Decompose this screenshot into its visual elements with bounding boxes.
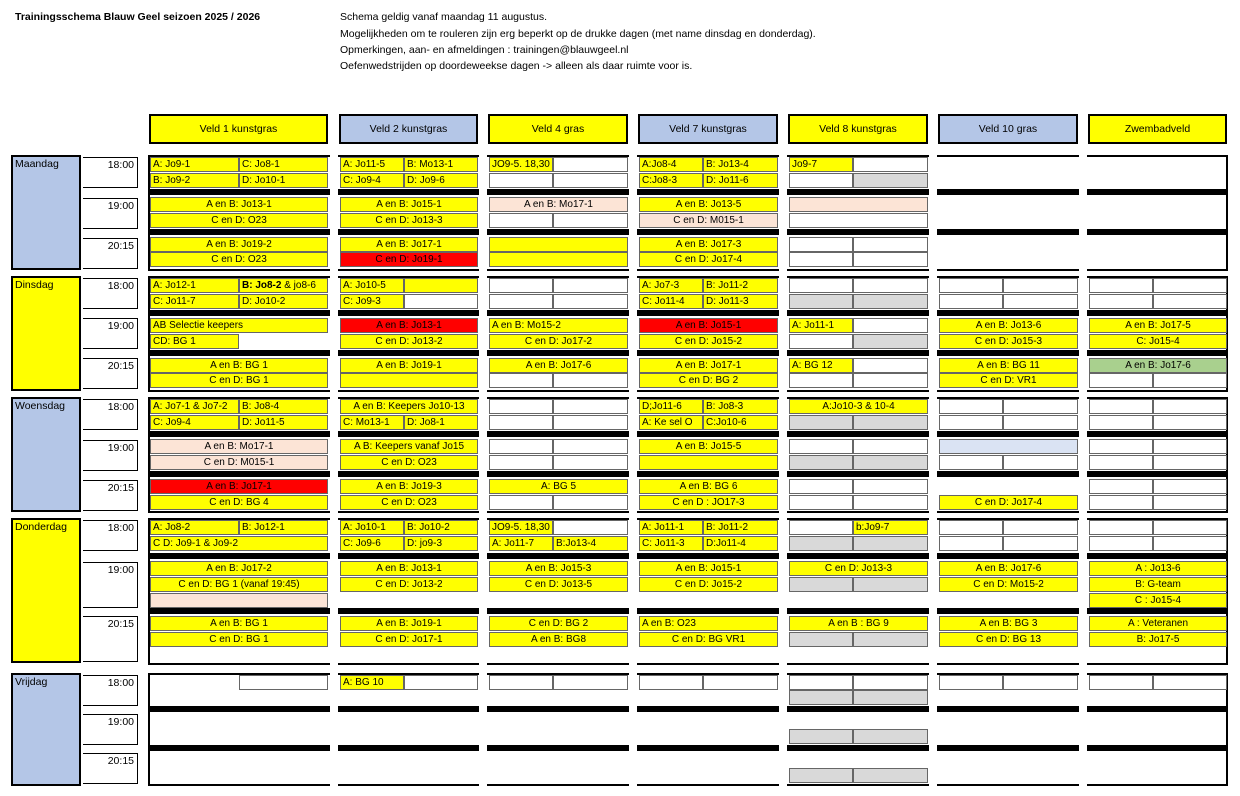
schedule-cell: D: Jo9-6 <box>404 173 478 188</box>
schedule-cell: C: Jo9-4 <box>340 173 404 188</box>
schedule-cell: A en B: Jo13-1 <box>340 561 478 576</box>
empty-cell <box>553 278 628 293</box>
empty-cell <box>789 197 928 212</box>
empty-cell <box>1003 536 1078 551</box>
column-gap <box>779 155 787 786</box>
time-slot: 20:15 <box>83 480 138 511</box>
schedule-cell: A en B: BG 11 <box>939 358 1078 373</box>
schedule-cell: C en D: Jo13-2 <box>340 577 478 592</box>
schedule-cell: A: Jo11-1 <box>789 318 853 333</box>
column-gap <box>330 155 338 786</box>
empty-cell <box>553 213 628 228</box>
schedule-cell: D: Jo11-6 <box>703 173 778 188</box>
empty-cell <box>489 278 553 293</box>
field-header-veld-10: Veld 10 gras <box>938 114 1078 144</box>
schedule-cell: A en B: BG 1 <box>150 358 328 373</box>
empty-cell <box>939 278 1003 293</box>
empty-cell <box>553 173 628 188</box>
empty-cell <box>553 373 628 388</box>
note-line: Opmerkingen, aan- en afmeldingen : trainingen@blauwgeel.nl <box>340 44 629 56</box>
schedule-cell: A: Jo10-1 <box>340 520 404 535</box>
empty-cell <box>789 252 853 267</box>
schedule-cell: C: Jo8-1 <box>239 157 328 172</box>
day-label-vrijdag: Vrijdag <box>11 673 81 786</box>
schedule-cell: A en B: Mo15-2 <box>489 318 628 333</box>
empty-cell <box>789 334 853 349</box>
schedule-cell: B: Jo8-4 <box>239 399 328 414</box>
empty-cell <box>789 675 853 690</box>
empty-cell <box>1153 536 1227 551</box>
schedule-cell: A en B: Jo19-1 <box>340 616 478 631</box>
schedule-cell: A: Jo8-2 <box>150 520 239 535</box>
schedule-cell <box>239 278 328 293</box>
schedule-cell: C en D: Jo17-1 <box>340 632 478 647</box>
time-slot: 19:00 <box>83 318 138 349</box>
time-slot: 18:00 <box>83 399 138 430</box>
time-slot: 20:15 <box>83 616 138 662</box>
empty-cell <box>853 479 928 494</box>
schedule-title: Trainingsschema Blauw Geel seizoen 2025 / 2026 <box>15 11 261 23</box>
day-label-dinsdag: Dinsdag <box>11 276 81 391</box>
empty-cell <box>1003 675 1078 690</box>
schedule-cell: A en B: Jo15-1 <box>340 197 478 212</box>
empty-cell <box>1153 520 1227 535</box>
schedule-cell: A en B: Jo17-1 <box>150 479 328 494</box>
slot-separator <box>148 229 1228 235</box>
schedule-cell: A en B: BG 3 <box>939 616 1078 631</box>
schedule-cell: D: Jo10-1 <box>239 173 328 188</box>
schedule-cell: C en D : JO17-3 <box>639 495 778 510</box>
schedule-cell: A: Jo11-1 <box>639 520 703 535</box>
schedule-cell: C en D: Mo15-2 <box>939 577 1078 592</box>
schedule-cell: A: Jo7-3 <box>639 278 703 293</box>
schedule-cell: C en D: BG 2 <box>639 373 778 388</box>
schedule-cell: A en B: Jo19-3 <box>340 479 478 494</box>
empty-cell <box>340 373 478 388</box>
empty-cell <box>853 455 928 470</box>
empty-cell <box>404 294 478 309</box>
empty-cell <box>489 213 553 228</box>
empty-cell <box>939 675 1003 690</box>
schedule-cell: C en D: BG 1 <box>150 632 328 647</box>
empty-cell <box>553 399 628 414</box>
schedule-cell: b:Jo9-7 <box>853 520 928 535</box>
schedule-cell: A en B: O23 <box>639 616 778 631</box>
note-line: Mogelijkheden om te rouleren zijn erg beperkt op de drukke dagen (met name dinsdag en donderdag). <box>340 28 816 40</box>
empty-cell <box>1089 294 1153 309</box>
empty-cell <box>1089 399 1153 414</box>
schedule-cell: A en B: Mo17-1 <box>489 197 628 212</box>
schedule-cell: C:Jo8-3 <box>639 173 703 188</box>
empty-cell <box>404 278 478 293</box>
day-label-donderdag: Donderdag <box>11 518 81 663</box>
schedule-cell: A en B : BG 9 <box>789 616 928 631</box>
schedule-cell: A en B: Jo19-1 <box>340 358 478 373</box>
empty-cell <box>853 577 928 592</box>
schedule-cell: B: Jo11-2 <box>703 520 778 535</box>
slot-separator <box>148 310 1228 316</box>
schedule-cell: CD: BG 1 <box>150 334 239 349</box>
empty-cell <box>789 768 853 783</box>
empty-cell <box>1153 278 1227 293</box>
schedule-cell: C en D: BG 4 <box>150 495 328 510</box>
schedule-cell: A : Veteranen <box>1089 616 1227 631</box>
schedule-cell: A en B: BG 1 <box>150 616 328 631</box>
slot-separator <box>148 553 1228 559</box>
empty-cell <box>1153 455 1227 470</box>
field-header-zwembadveld: Zwembadveld <box>1088 114 1227 144</box>
schedule-cell: D: Jo11-5 <box>239 415 328 430</box>
schedule-cell: C en D: Jo17-4 <box>939 495 1078 510</box>
empty-cell <box>489 373 553 388</box>
schedule-cell: A: BG 5 <box>489 479 628 494</box>
empty-cell <box>489 252 628 267</box>
schedule-cell: A : Jo13-6 <box>1089 561 1227 576</box>
slot-separator <box>148 608 1228 614</box>
schedule-cell: A: Jo11-5 <box>340 157 404 172</box>
schedule-cell: D: Jo10-2 <box>239 294 328 309</box>
empty-cell <box>789 479 853 494</box>
schedule-cell: C en D: Jo13-2 <box>340 334 478 349</box>
schedule-cell: D: jo9-3 <box>404 536 478 551</box>
schedule-cell: C en D: Jo13-3 <box>340 213 478 228</box>
empty-cell <box>1003 455 1078 470</box>
schedule-cell: C en D: Jo13-5 <box>489 577 628 592</box>
schedule-cell: C en D: Jo13-3 <box>789 561 928 576</box>
schedule-cell: A en B: Jo13-6 <box>939 318 1078 333</box>
schedule-cell: A en B: BG8 <box>489 632 628 647</box>
empty-cell <box>553 157 628 172</box>
schedule-cell: C: Mo13-1 <box>340 415 404 430</box>
schedule-cell: C en D: Jo19-1 <box>340 252 478 267</box>
empty-cell <box>789 237 853 252</box>
schedule-cell: B: Mo13-1 <box>404 157 478 172</box>
empty-cell <box>789 213 928 228</box>
time-slot: 20:15 <box>83 358 138 389</box>
empty-cell <box>489 237 628 252</box>
empty-cell <box>853 439 928 454</box>
schedule-cell: A en B: Jo13-1 <box>150 197 328 212</box>
schedule-cell: A en B: Mo17-1 <box>150 439 328 454</box>
field-header-veld-2: Veld 2 kunstgras <box>339 114 478 144</box>
empty-cell <box>489 495 553 510</box>
schedule-cell: B: Jo12-1 <box>239 520 328 535</box>
empty-cell <box>789 294 853 309</box>
time-slot: 20:15 <box>83 753 138 784</box>
time-slot: 19:00 <box>83 440 138 471</box>
empty-cell <box>404 675 478 690</box>
empty-cell <box>1089 536 1153 551</box>
schedule-cell: A:Jo10-3 & 10-4 <box>789 399 928 414</box>
schedule-cell: C: Jo11-4 <box>639 294 703 309</box>
schedule-cell: A en B: Jo17-5 <box>1089 318 1227 333</box>
empty-cell <box>789 690 853 705</box>
empty-cell <box>789 373 853 388</box>
slot-separator <box>148 706 1228 712</box>
empty-cell <box>853 334 928 349</box>
schedule-cell: D:Jo11-4 <box>703 536 778 551</box>
empty-cell <box>639 675 703 690</box>
schedule-cell: C en D: BG 1 <box>150 373 328 388</box>
field-header-veld-8: Veld 8 kunstgras <box>788 114 928 144</box>
day-label-woensdag: Woensdag <box>11 397 81 512</box>
empty-cell <box>1003 399 1078 414</box>
schedule-cell: A en B: BG 6 <box>639 479 778 494</box>
empty-cell <box>489 415 553 430</box>
schedule-cell: C: Jo15-4 <box>1089 334 1227 349</box>
schedule-cell: C en D: O23 <box>150 213 328 228</box>
empty-cell <box>1003 520 1078 535</box>
empty-cell <box>939 455 1003 470</box>
empty-cell <box>1003 278 1078 293</box>
empty-cell <box>853 294 928 309</box>
empty-cell <box>789 455 853 470</box>
empty-cell <box>939 520 1003 535</box>
schedule-cell: C: Jo11-3 <box>639 536 703 551</box>
empty-cell <box>939 536 1003 551</box>
empty-cell <box>853 690 928 705</box>
empty-cell <box>1089 520 1153 535</box>
schedule-cell: A B: Keepers vanaf Jo15 <box>340 439 478 454</box>
cell-bold-text: B: Jo8-2 <box>242 280 282 291</box>
empty-cell <box>853 278 928 293</box>
empty-cell <box>1089 455 1153 470</box>
schedule-cell: B: G-team <box>1089 577 1227 592</box>
empty-cell <box>853 237 928 252</box>
schedule-cell: B: Jo10-2 <box>404 520 478 535</box>
schedule-cell: C: Jo11-7 <box>150 294 239 309</box>
schedule-cell: D: Jo8-1 <box>404 415 478 430</box>
empty-cell <box>789 632 853 647</box>
empty-cell <box>1089 415 1153 430</box>
cell-text: & jo8-6 <box>284 280 316 291</box>
empty-cell <box>639 455 778 470</box>
schedule-cell: C:Jo10-6 <box>703 415 778 430</box>
empty-cell <box>1153 439 1227 454</box>
empty-cell <box>789 278 853 293</box>
slot-separator <box>148 350 1228 356</box>
empty-cell <box>239 675 328 690</box>
empty-cell <box>553 520 628 535</box>
empty-cell <box>789 415 853 430</box>
schedule-cell: C en D: Jo15-3 <box>939 334 1078 349</box>
empty-cell <box>553 294 628 309</box>
time-slot: 18:00 <box>83 520 138 551</box>
empty-cell <box>853 415 928 430</box>
empty-cell <box>853 495 928 510</box>
schedule-cell: C en D: BG 2 <box>489 616 628 631</box>
schedule-cell: B: Jo8-3 <box>703 399 778 414</box>
empty-cell <box>1003 294 1078 309</box>
column-gap <box>929 155 937 786</box>
schedule-cell: A en B: Jo15-1 <box>639 561 778 576</box>
schedule-cell: C en D: Jo17-2 <box>489 334 628 349</box>
slot-separator <box>148 745 1228 751</box>
schedule-cell: C en D: M015-1 <box>639 213 778 228</box>
empty-cell <box>150 593 328 608</box>
schedule-cell: A en B: Jo17-6 <box>1089 358 1227 373</box>
empty-cell <box>489 439 553 454</box>
schedule-cell: C : Jo15-4 <box>1089 593 1227 608</box>
empty-cell <box>489 173 553 188</box>
empty-cell <box>1089 479 1153 494</box>
schedule-cell: A en B: Jo17-1 <box>639 358 778 373</box>
schedule-cell: B: Jo11-2 <box>703 278 778 293</box>
schedule-cell: JO9-5. 18,30 <box>489 157 553 172</box>
empty-cell <box>789 729 853 744</box>
time-slot: 18:00 <box>83 675 138 706</box>
schedule-cell: C en D: Jo17-4 <box>639 252 778 267</box>
schedule-cell: C: Jo9-6 <box>340 536 404 551</box>
schedule-cell: C en D: BG 1 (vanaf 19:45) <box>150 577 328 592</box>
schedule-cell: C en D: BG VR1 <box>639 632 778 647</box>
schedule-cell: A: Jo12-1 <box>150 278 239 293</box>
empty-cell <box>789 495 853 510</box>
schedule-cell: A: BG 10 <box>340 675 404 690</box>
empty-cell <box>1153 675 1227 690</box>
empty-cell <box>1089 675 1153 690</box>
schedule-cell: B:Jo13-4 <box>553 536 628 551</box>
empty-cell <box>703 675 778 690</box>
empty-cell <box>853 373 928 388</box>
schedule-cell: JO9-5. 18,30 <box>489 520 553 535</box>
note-line: Schema geldig vanaf maandag 11 augustus. <box>340 11 548 23</box>
schedule-cell: C en D: VR1 <box>939 373 1078 388</box>
schedule-cell: A en B: Jo15-1 <box>639 318 778 333</box>
empty-cell <box>1153 479 1227 494</box>
empty-cell <box>1089 439 1153 454</box>
schedule-cell: A en B: Keepers Jo10-13 <box>340 399 478 414</box>
empty-cell <box>489 294 553 309</box>
schedule-cell: AB Selectie keepers <box>150 318 328 333</box>
empty-cell <box>853 358 928 373</box>
empty-cell <box>853 768 928 783</box>
schedule-cell: C en D: M015-1 <box>150 455 328 470</box>
empty-cell <box>853 675 928 690</box>
empty-cell <box>1153 294 1227 309</box>
empty-cell <box>853 632 928 647</box>
schedule-cell: C en D: O23 <box>150 252 328 267</box>
empty-cell <box>1153 495 1227 510</box>
empty-cell <box>1153 373 1227 388</box>
schedule-cell: A: Jo7-1 & Jo7-2 <box>150 399 239 414</box>
time-slot: 20:15 <box>83 238 138 269</box>
schedule-cell: D;Jo11-6 <box>639 399 703 414</box>
schedule-cell: A en B: Jo15-5 <box>639 439 778 454</box>
schedule-cell: B: Jo9-2 <box>150 173 239 188</box>
empty-cell <box>939 439 1078 454</box>
empty-cell <box>1153 399 1227 414</box>
slot-separator <box>148 471 1228 477</box>
time-slot: 19:00 <box>83 562 138 608</box>
empty-cell <box>1089 373 1153 388</box>
slot-separator <box>148 431 1228 437</box>
schedule-cell: C en D: Jo15-2 <box>639 577 778 592</box>
schedule-cell: B: Jo17-5 <box>1089 632 1227 647</box>
slot-separator <box>148 189 1228 195</box>
empty-cell <box>789 439 853 454</box>
empty-cell <box>553 439 628 454</box>
schedule-cell: C: Jo9-3 <box>340 294 404 309</box>
schedule-cell: C D: Jo9-1 & Jo9-2 <box>150 536 328 551</box>
field-header-veld-4: Veld 4 gras <box>488 114 628 144</box>
empty-cell <box>853 252 928 267</box>
empty-cell <box>939 415 1003 430</box>
time-slot: 19:00 <box>83 198 138 229</box>
schedule-cell: C: Jo9-4 <box>150 415 239 430</box>
schedule-cell: A:Jo8-4 <box>639 157 703 172</box>
empty-cell <box>939 294 1003 309</box>
field-header-veld-7: Veld 7 kunstgras <box>638 114 778 144</box>
schedule-cell: A en B: Jo13-1 <box>340 318 478 333</box>
empty-cell <box>853 157 928 172</box>
schedule-cell: C en D: O23 <box>340 455 478 470</box>
schedule-cell: A: Jo10-5 <box>340 278 404 293</box>
empty-cell <box>789 520 853 535</box>
schedule-cell: A: Ke sel O <box>639 415 703 430</box>
empty-cell <box>1089 278 1153 293</box>
empty-cell <box>489 455 553 470</box>
empty-cell <box>789 173 853 188</box>
empty-cell <box>553 415 628 430</box>
empty-cell <box>1089 495 1153 510</box>
time-slot: 18:00 <box>83 157 138 188</box>
schedule-cell: A en B: Jo17-6 <box>939 561 1078 576</box>
schedule-cell: A en B: Jo13-5 <box>639 197 778 212</box>
empty-cell <box>853 729 928 744</box>
time-slot: 18:00 <box>83 278 138 309</box>
schedule-cell: A en B: Jo17-1 <box>340 237 478 252</box>
empty-cell <box>853 536 928 551</box>
schedule-cell: A: Jo11-7 <box>489 536 553 551</box>
empty-cell <box>789 536 853 551</box>
empty-cell <box>553 455 628 470</box>
empty-cell <box>553 675 628 690</box>
empty-cell <box>939 399 1003 414</box>
empty-cell <box>853 173 928 188</box>
empty-cell <box>789 577 853 592</box>
schedule-cell: A en B: Jo15-3 <box>489 561 628 576</box>
note-line: Oefenwedstrijden op doordeweekse dagen -> alleen als daar ruimte voor is. <box>340 60 693 72</box>
empty-cell <box>1153 415 1227 430</box>
field-header-veld-1: Veld 1 kunstgras <box>149 114 328 144</box>
column-gap <box>479 155 487 786</box>
schedule-cell: C en D: Jo15-2 <box>639 334 778 349</box>
day-label-maandag: Maandag <box>11 155 81 270</box>
column-gap <box>629 155 637 786</box>
schedule-cell: A: Jo9-1 <box>150 157 239 172</box>
empty-cell <box>553 495 628 510</box>
schedule-cell: D: Jo11-3 <box>703 294 778 309</box>
schedule-cell: A en B: Jo17-2 <box>150 561 328 576</box>
time-slot: 19:00 <box>83 714 138 745</box>
empty-cell <box>853 318 928 333</box>
schedule-cell: B: Jo13-4 <box>703 157 778 172</box>
column-gap <box>1079 155 1087 786</box>
schedule-cell: C en D: O23 <box>340 495 478 510</box>
empty-cell <box>1003 415 1078 430</box>
schedule-cell: Jo9-7 <box>789 157 853 172</box>
schedule-cell: C en D: BG 13 <box>939 632 1078 647</box>
empty-cell <box>489 399 553 414</box>
schedule-cell: A en B: Jo17-3 <box>639 237 778 252</box>
schedule-cell: A en B: Jo17-6 <box>489 358 628 373</box>
schedule-cell: A: BG 12 <box>789 358 853 373</box>
schedule-cell: A en B: Jo19-2 <box>150 237 328 252</box>
empty-cell <box>489 675 553 690</box>
